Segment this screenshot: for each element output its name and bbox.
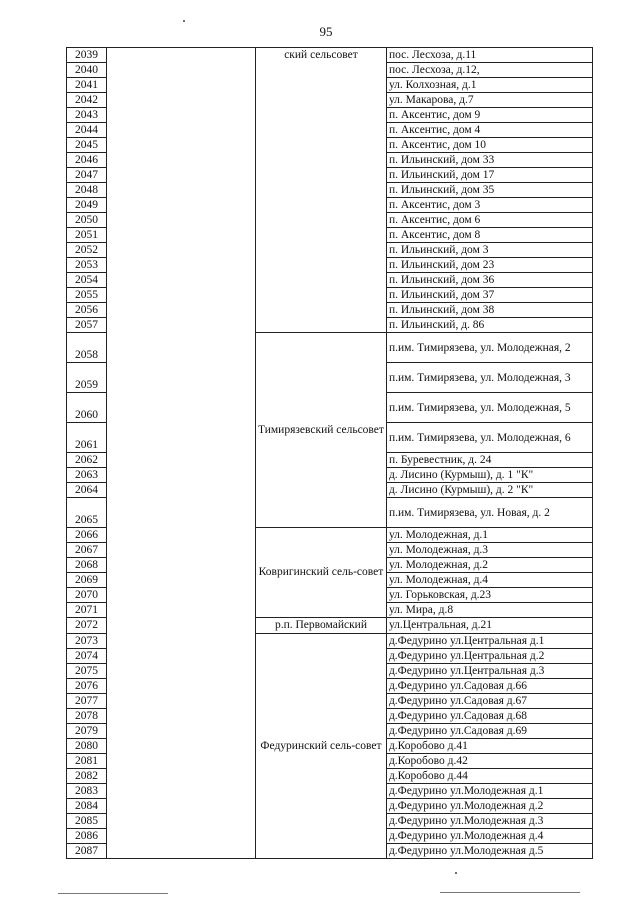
address: д.Федурино ул.Молодежная д.2	[386, 799, 592, 814]
address: ул. Мира, д.8	[386, 603, 592, 618]
address: ул. Горьковская, д.23	[386, 588, 592, 603]
address: п. Ильинский, дом 35	[386, 183, 592, 198]
address: д. Лисино (Курмыш), д. 2 "К"	[386, 483, 592, 498]
address: ул. Молодежная, д.1	[386, 528, 592, 543]
row-number: 2063	[67, 468, 107, 483]
address: ул. Молодежная, д.3	[386, 543, 592, 558]
row-number: 2087	[67, 844, 107, 859]
address: д.Коробово д.42	[386, 754, 592, 769]
address: д.Федурино ул.Садовая д.67	[386, 694, 592, 709]
row-number: 2077	[67, 694, 107, 709]
register-body	[67, 48, 593, 859]
row-number: 2046	[67, 153, 107, 168]
row-number: 2070	[67, 588, 107, 603]
address: п. Аксентис, дом 10	[386, 138, 592, 153]
row-number: 2078	[67, 709, 107, 724]
address: пос. Лесхоза, д.12,	[386, 63, 592, 78]
row-number: 2041	[67, 78, 107, 93]
address: п. Ильинский, дом 17	[386, 168, 592, 183]
table-row	[67, 48, 593, 63]
address: д.Федурино ул.Центральная д.1	[386, 634, 592, 649]
address: д.Федурино ул.Садовая д.68	[386, 709, 592, 724]
address: п. Аксентис, дом 4	[386, 123, 592, 138]
row-number: 2044	[67, 123, 107, 138]
address: п.им. Тимирязева, ул. Новая, д. 2	[386, 498, 592, 528]
row-number: 2064	[67, 483, 107, 498]
row-number: 2048	[67, 183, 107, 198]
row-number: 2075	[67, 664, 107, 679]
address: п. Ильинский, дом 23	[386, 258, 592, 273]
address: п. Буревестник, д. 24	[386, 453, 592, 468]
district-column	[107, 48, 256, 859]
address: ул. Молодежная, д.2	[386, 558, 592, 573]
row-number: 2062	[67, 453, 107, 468]
row-number: 2069	[67, 573, 107, 588]
address: д.Федурино ул.Центральная д.3	[386, 664, 592, 679]
address: д. Лисино (Курмыш), д. 1 "К"	[386, 468, 592, 483]
address: п. Ильинский, д. 86	[386, 318, 592, 333]
row-number: 2067	[67, 543, 107, 558]
address: п.им. Тимирязева, ул. Молодежная, 6	[386, 423, 592, 453]
address: д.Федурино ул.Молодежная д.4	[386, 829, 592, 844]
page-number: 95	[319, 24, 333, 39]
row-number: 2076	[67, 679, 107, 694]
row-number: 2050	[67, 213, 107, 228]
row-number: 2053	[67, 258, 107, 273]
row-number: 2045	[67, 138, 107, 153]
row-number: 2057	[67, 318, 107, 333]
address: д.Федурино ул.Молодежная д.5	[386, 844, 592, 859]
address: п. Ильинский, дом 37	[386, 288, 592, 303]
row-number: 2056	[67, 303, 107, 318]
row-number: 2081	[67, 754, 107, 769]
row-number: 2052	[67, 243, 107, 258]
address: ул.Центральная, д.21	[386, 618, 592, 634]
address: п.им. Тимирязева, ул. Молодежная, 5	[386, 393, 592, 423]
row-number: 2042	[67, 93, 107, 108]
row-number: 2073	[67, 634, 107, 649]
row-number: 2066	[67, 528, 107, 543]
row-number: 2086	[67, 829, 107, 844]
row-number: 2072	[67, 618, 107, 634]
row-number: 2080	[67, 739, 107, 754]
address: п. Ильинский, дом 36	[386, 273, 592, 288]
row-number: 2083	[67, 784, 107, 799]
address: пос. Лесхоза, д.11	[386, 48, 592, 63]
row-number: 2079	[67, 724, 107, 739]
row-number: 2043	[67, 108, 107, 123]
address: п.им. Тимирязева, ул. Молодежная, 3	[386, 363, 592, 393]
scan-artifact-line	[440, 892, 580, 893]
address: ул. Колхозная, д.1	[386, 78, 592, 93]
council-name: Федуринский сель-совет	[256, 634, 387, 859]
address: ул. Макарова, д.7	[386, 93, 592, 108]
address: д.Федурино ул.Садовая д.69	[386, 724, 592, 739]
council-name: р.п. Первомайский	[256, 618, 387, 634]
row-number: 2039	[67, 48, 107, 63]
row-number: 2068	[67, 558, 107, 573]
row-number: 2049	[67, 198, 107, 213]
address: п. Ильинский, дом 33	[386, 153, 592, 168]
row-number: 2060	[67, 393, 107, 423]
row-number: 2074	[67, 649, 107, 664]
scan-artifact-line	[58, 893, 168, 894]
address: д.Федурино ул.Молодежная д.1	[386, 784, 592, 799]
address: п. Аксентис, дом 6	[386, 213, 592, 228]
address: д.Коробово д.44	[386, 769, 592, 784]
address: д.Коробово д.41	[386, 739, 592, 754]
row-number: 2082	[67, 769, 107, 784]
scan-artifact-dot	[183, 20, 185, 22]
address: д.Федурино ул.Молодежная д.3	[386, 814, 592, 829]
address: п. Аксентис, дом 3	[386, 198, 592, 213]
council-name: Ковригинский сель-совет	[256, 528, 387, 618]
row-number: 2047	[67, 168, 107, 183]
row-number: 2071	[67, 603, 107, 618]
scan-artifact-dot	[455, 872, 457, 874]
row-number: 2054	[67, 273, 107, 288]
address: п. Аксентис, дом 9	[386, 108, 592, 123]
address-register-table	[66, 47, 593, 859]
row-number: 2051	[67, 228, 107, 243]
row-number: 2065	[67, 498, 107, 528]
address: п. Ильинский, дом 38	[386, 303, 592, 318]
row-number: 2055	[67, 288, 107, 303]
row-number: 2040	[67, 63, 107, 78]
address: п. Ильинский, дом 3	[386, 243, 592, 258]
address: п. Аксентис, дом 8	[386, 228, 592, 243]
address: п.им. Тимирязева, ул. Молодежная, 2	[386, 333, 592, 363]
address: д.Федурино ул.Центральная д.2	[386, 649, 592, 664]
row-number: 2084	[67, 799, 107, 814]
address: ул. Молодежная, д.4	[386, 573, 592, 588]
row-number: 2085	[67, 814, 107, 829]
council-name: ский сельсовет	[256, 48, 387, 333]
row-number: 2058	[67, 333, 107, 363]
council-name: Тимирязевский сельсовет	[256, 333, 387, 528]
row-number: 2059	[67, 363, 107, 393]
row-number: 2061	[67, 423, 107, 453]
address: д.Федурино ул.Садовая д.66	[386, 679, 592, 694]
